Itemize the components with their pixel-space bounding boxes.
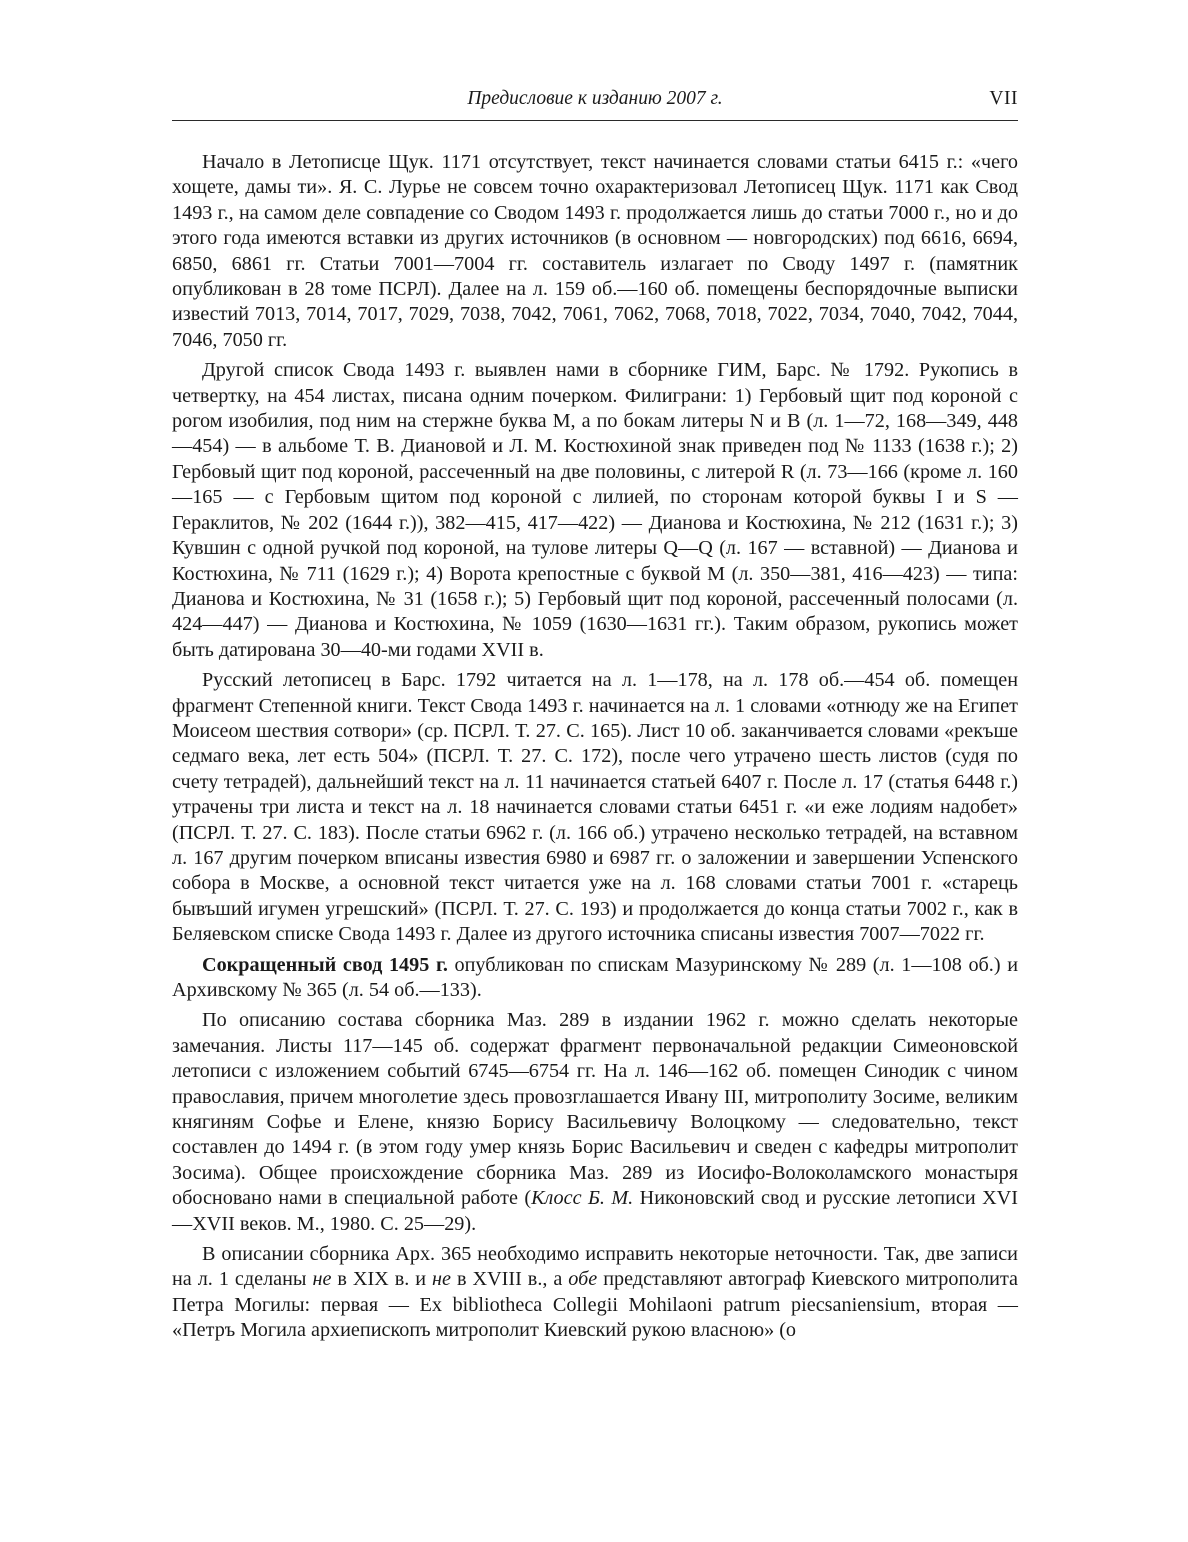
paragraph-text-segment: не	[312, 1268, 332, 1291]
paragraph	[172, 150, 1018, 353]
paragraph-text-segment: Начало в Летописце Щук. 1171 отсутствует, текст начинается словами статьи 6415 г.: «чего хощете, дамы ти». Я. С. Лурье не совсем точно охарактеризовал Летописец Щук. 1171 как Свод 1493 г., на самом деле совпадение со Сводом 1493 г. продолжается лишь до статьи 7000 г., но и до этого года имеются вставки из других источников (в основном — новгородских) под 6616, 6694, 6850, 6861 гг. Статьи 7001—7004 гг. составитель излагает по Своду 1497 г. (памятник опубликован в 28 томе ПСРЛ). Далее на л. 159 об.—160 об. помещены беспорядочные выписки известий 7013, 7014, 7017, 7029, 7038, 7042, 7061, 7062, 7068, 7018, 7022, 7034, 7040, 7042, 7044, 7046, 7050 гг.	[172, 151, 1018, 351]
paragraph-text-segment: не	[432, 1268, 452, 1291]
paragraph-text-segment: в XIX в. и	[331, 1268, 433, 1291]
paragraph-text-segment: Никоновский свод и русские летописи XVI—XVII веков. М., 1980. С. 25—29).	[172, 1187, 1018, 1235]
paragraph	[172, 668, 1018, 947]
paragraph	[172, 1242, 1018, 1344]
book-page	[172, 86, 1018, 1349]
paragraph-text-segment: Русский летописец в Барс. 1792 читается на л. 1—178, на л. 178 об.—454 об. помещен фрагмент Степенной книги. Текст Свода 1493 г. начинается на л. 1 словами «отнюду же на Египет Моисеом шествия сотвори» (ср. ПСРЛ. Т. 27. С. 165). Лист 10 об. заканчивается словами «рекъше седмаго века, лет есть 504» (ПСРЛ. Т. 27. С. 172), после чего утрачено шесть листов (судя по счету тетрадей), дальнейший текст на л. 11 начинается статьей 6407 г. После л. 17 (статья 6448 г.) утрачены три листа и текст на л. 18 начинается словами статьи 6451 г. «и еже лодиям надобет» (ПСРЛ. Т. 27. С. 183). После статьи 6962 г. (л. 166 об.) утрачено несколько тетрадей, на вставном л. 167 другим почерком вписаны известия 6980 и 6987 гг. о заложении и завершении Успенского собора в Москве, а основной текст читается уже на л. 168 словами статьи 7001 г. «старець бывъший игумен угрешский» (ПСРЛ. Т. 27. С. 193) и продолжается до конца статьи 7002 г., как в Беляевском списке Свода 1493 г. Далее из другого источника списаны известия 7007—7022 гг.	[172, 669, 1018, 946]
paragraph-text-segment: в XVIII в., а	[451, 1268, 569, 1291]
paragraph-text-segment: Другой список Свода 1493 г. выявлен нами в сборнике ГИМ, Барс. № 1792. Рукопись в четвертку, на 454 листах, писана одним почерком. Филиграни: 1) Гербовый щит под короной с рогом изобилия, под ним на стержне буква М, а по бокам литеры N и B (л. 1—72, 168—349, 448—454) — в альбоме Т. В. Диановой и Л. М. Костюхиной знак приведен под № 1133 (1638 г.); 2) Гербовый щит под короной, рассеченный на две половины, с литерой R (л. 73—166 (кроме л. 160—165 — с Гербовым щитом под короной с лилией, по сторонам которой буквы I и S — Гераклитов, № 202 (1644 г.)), 382—415, 417—422) — Дианова и Костюхина, № 212 (1631 г.); 3) Кувшин с одной ручкой под короной, на тулове литеры Q—Q (л. 167 — вставной) — Дианова и Костюхина, № 711 (1629 г.); 4) Ворота крепостные с буквой М (л. 350—381, 416—423) — типа: Дианова и Костюхина, № 31 (1658 г.); 5) Гербовый щит под короной, рассеченный полосами (л. 424—447) — Дианова и Костюхина, № 1059 (1630—1631 гг.). Таким образом, рукопись может быть датирована 30—40-ми годами XVII в.	[172, 359, 1018, 661]
paragraph-text-segment: опубликован по спискам Мазуринскому № 289 (л. 1—108 об.) и Архивскому № 365 (л. 54 об.—133).	[172, 953, 1018, 1001]
page-number: VII	[989, 88, 1018, 109]
body-text	[172, 150, 1018, 1344]
paragraph-text-segment: В описании сборника Арх. 365 необходимо исправить некоторые неточности. Так, две записи на л. 1 сделаны	[172, 1243, 1018, 1291]
paragraph-text-segment: По описанию состава сборника Маз. 289 в издании 1962 г. можно сделать некоторые замечания. Листы 117—145 об. содержат фрагмент первоначальной редакции Симеоновской летописи с изложением событий 6745—6754 гг. На л. 146—162 об. помещен Синодик с чином православия, причем многолетие здесь провозглашается Ивану III, митрополиту Зосиме, великим княгиням Софье и Елене, князю Борису Васильевичу Волоцкому — следовательно, текст составлен до 1494 г. (в этом году умер князь Борис Васильевич и сведен с кафедры митрополит Зосима). Общее происхождение сборника Маз. 289 из Иосифо-Волоколамского монастыря обосновано нами в специальной работе (	[172, 1009, 1018, 1210]
running-title: Предисловие к изданию 2007 г.	[467, 88, 723, 109]
paragraph-text-segment: представляют автограф Киевского митрополита Петра Могилы: первая — Ex bibliotheca Collegii Mohilaoni patrum piecsaniensium, вторая — «Петръ Могила архиепископъ митрополит Киевский рукою власною» (о	[172, 1268, 1018, 1342]
paragraph	[172, 1008, 1018, 1237]
running-header	[172, 86, 1018, 121]
paragraph	[172, 953, 1018, 1004]
paragraph-text-segment: обе	[568, 1268, 598, 1291]
paragraph-text-segment: Сокращенный свод 1495 г.	[202, 953, 448, 976]
paragraph-text-segment: Клосс Б. М.	[531, 1187, 634, 1210]
paragraph	[172, 358, 1018, 663]
